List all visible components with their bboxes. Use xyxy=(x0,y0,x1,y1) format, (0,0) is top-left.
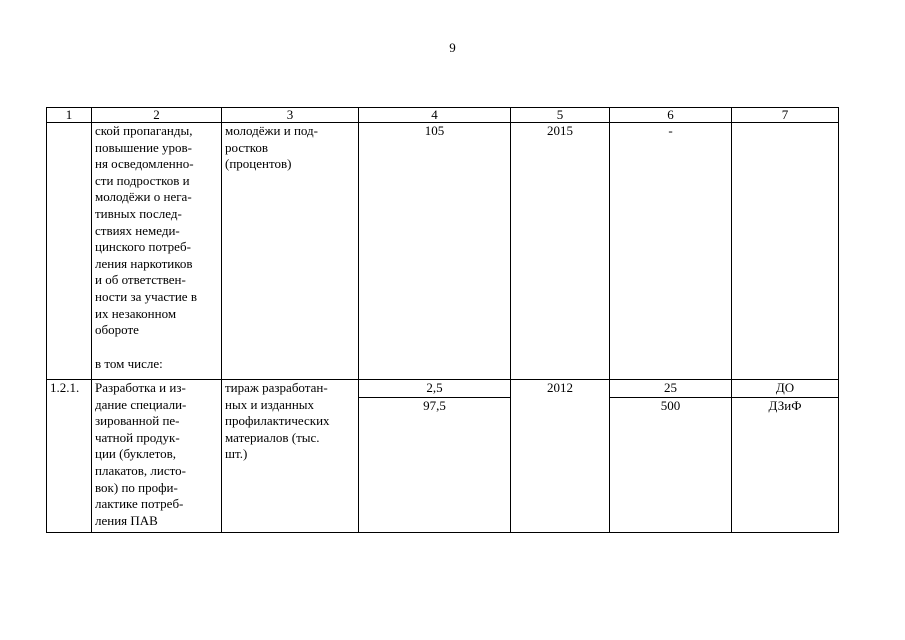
row2-year: 2012 xyxy=(511,380,610,533)
row1-description: ской пропаганды, повышение уров- ня осведомленно- сти подростков и молодёжи о нега- тивных послед- ствиях немеди- цинского потреб- ления наркотиков и об ответствен- ности за участие в их незаконном обороте xyxy=(95,123,197,338)
row2-value-top: 2,5 xyxy=(359,380,510,398)
header-cell-4: 4 xyxy=(359,108,511,123)
row2-amount-bottom: 500 xyxy=(660,397,681,413)
header-cell-3: 3 xyxy=(222,108,359,123)
row2-value-cell xyxy=(359,380,511,533)
row2-amount-cell xyxy=(610,380,732,533)
header-cell-2: 2 xyxy=(92,108,222,123)
data-table xyxy=(46,107,839,533)
row1-indicator: молодёжи и под- ростков (процентов) xyxy=(222,123,359,380)
header-cell-5: 5 xyxy=(511,108,610,123)
row1-including-label: в том числе: xyxy=(95,355,163,371)
header-cell-1: 1 xyxy=(47,108,92,123)
row1-amount: - xyxy=(610,123,732,380)
row2-responsible-top: ДО xyxy=(732,380,838,398)
row2-indicator: тираж разработан- ных и изданных профилактических материалов (тыс. шт.) xyxy=(222,380,359,533)
row1-value: 105 xyxy=(359,123,511,380)
row2-description: Разработка и из- дание специали- зированной пе- чатной продук- ции (буклетов, плакатов, листо- вок) по профи- лактике потреб- ления ПАВ xyxy=(92,380,222,533)
row2-amount-top: 25 xyxy=(610,380,731,398)
row2-responsible-cell xyxy=(732,380,839,533)
header-cell-6: 6 xyxy=(610,108,732,123)
table-row xyxy=(47,123,839,380)
row2-number: 1.2.1. xyxy=(47,380,92,533)
table-header-row xyxy=(47,108,839,123)
header-cell-7: 7 xyxy=(732,108,839,123)
row1-description-cell xyxy=(92,123,222,380)
page-number: 9 xyxy=(449,40,456,55)
row1-year: 2015 xyxy=(511,123,610,380)
row2-responsible-bottom: ДЗиФ xyxy=(768,397,802,413)
table-row xyxy=(47,380,839,533)
row1-responsible xyxy=(732,123,839,380)
row1-number xyxy=(47,123,92,380)
row2-value-bottom: 97,5 xyxy=(423,397,446,413)
